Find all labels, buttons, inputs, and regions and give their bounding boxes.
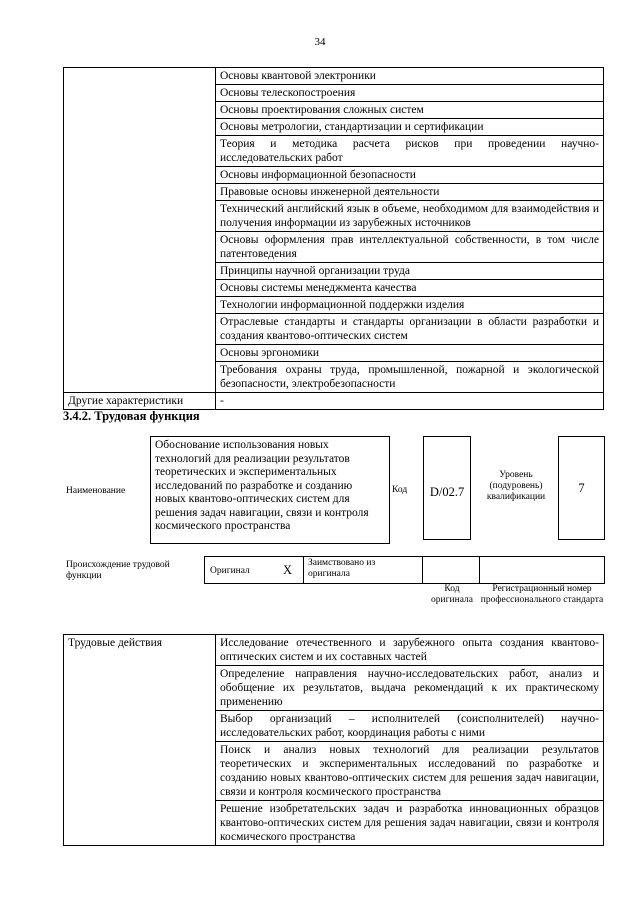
other-characteristics-label: Другие характеристики xyxy=(64,393,216,410)
table-cell: Принципы научной организации труда xyxy=(216,263,604,280)
table-row xyxy=(64,68,604,85)
table-cell: Правовые основы инженерной деятельности xyxy=(216,184,604,201)
table-cell: Решение изобретательских задач и разработка инновационных образцов квантово-оптических систем для решения задач навигации, связи и контроля космического пространства xyxy=(216,801,604,846)
original-box xyxy=(204,556,304,584)
table-cell: Основы метрологии, стандартизации и сертификации xyxy=(216,119,604,136)
level-value-box: 7 xyxy=(558,436,605,540)
page-number: 34 xyxy=(314,36,326,48)
table-cell: Теория и методика расчета рисков при проведении научно-исследовательских работ xyxy=(216,136,604,167)
knowledge-table xyxy=(63,67,604,410)
origin-reg-box xyxy=(479,556,605,584)
table-cell: Требования охраны труда, промышленной, пожарной и экологической безопасности, электробезопасности xyxy=(216,362,604,393)
table-cell: Основы информационной безопасности xyxy=(216,167,604,184)
origin-code-box xyxy=(422,556,480,584)
table-cell: Основы системы менеджмента качества xyxy=(216,280,604,297)
labor-actions-table xyxy=(63,634,604,846)
origin-label: Происхождение трудовой функции xyxy=(66,560,170,581)
table-cell-empty xyxy=(64,68,216,393)
table-cell: Основы квантовой электроники xyxy=(216,68,604,85)
table-row xyxy=(64,635,604,666)
original-mark: X xyxy=(283,563,293,577)
table-row xyxy=(64,393,604,410)
origin-reg-caption: Регистрационный номер профессионального стандарта xyxy=(480,584,604,605)
name-label: Наименование xyxy=(66,486,126,496)
table-cell: Технологии информационной поддержки изделия xyxy=(216,297,604,314)
section-heading: 3.4.2. Трудовая функция xyxy=(63,409,200,423)
table-cell: Основы проектирования сложных систем xyxy=(216,102,604,119)
table-cell: Определение направления научно-исследовательских работ, анализ и обобщение их результатов, выдача рекомендаций к их практическому применению xyxy=(216,666,604,711)
other-characteristics-value: - xyxy=(216,393,604,410)
level-label: Уровень (подуровень) квалификации xyxy=(486,470,546,502)
original-label: Оригинал xyxy=(210,566,250,576)
function-name-box: Обоснование использования новых технологий для реализации результатов теоретических и экспериментальных исследований по разработке и созданию новых квантово-оптических систем для решения задач навигации, связи и контроля космического пространства xyxy=(150,436,390,544)
labor-actions-label: Трудовые действия xyxy=(64,635,216,846)
table-cell: Основы эргономики xyxy=(216,345,604,362)
table-cell: Отраслевые стандарты и стандарты организации в области разработки и создания квантово-оптических систем xyxy=(216,314,604,345)
origin-code-caption: Код оригинала xyxy=(431,584,473,605)
table-cell: Поиск и анализ новых технологий для реализации результатов теоретических и экспериментальных исследований по разработке и созданию новых квантово-оптических систем для решения задач навигации, связи и контроля космического пространства xyxy=(216,742,604,801)
borrowed-box: Заимствовано из оригинала xyxy=(303,556,423,584)
code-value-box: D/02.7 xyxy=(423,436,471,540)
code-label: Код xyxy=(392,485,408,495)
table-cell: Исследование отечественного и зарубежного опыта создания квантово-оптических систем и их составных частей xyxy=(216,635,604,666)
table-cell: Выбор организаций – исполнителей (соисполнителей) научно-исследовательских работ, координация работы с ними xyxy=(216,711,604,742)
table-cell: Основы оформления прав интеллектуальной собственности, в том числе патентоведения xyxy=(216,232,604,263)
table-cell: Основы телескопостроения xyxy=(216,85,604,102)
table-cell: Технический английский язык в объеме, необходимом для взаимодействия и получения информации из зарубежных источников xyxy=(216,201,604,232)
